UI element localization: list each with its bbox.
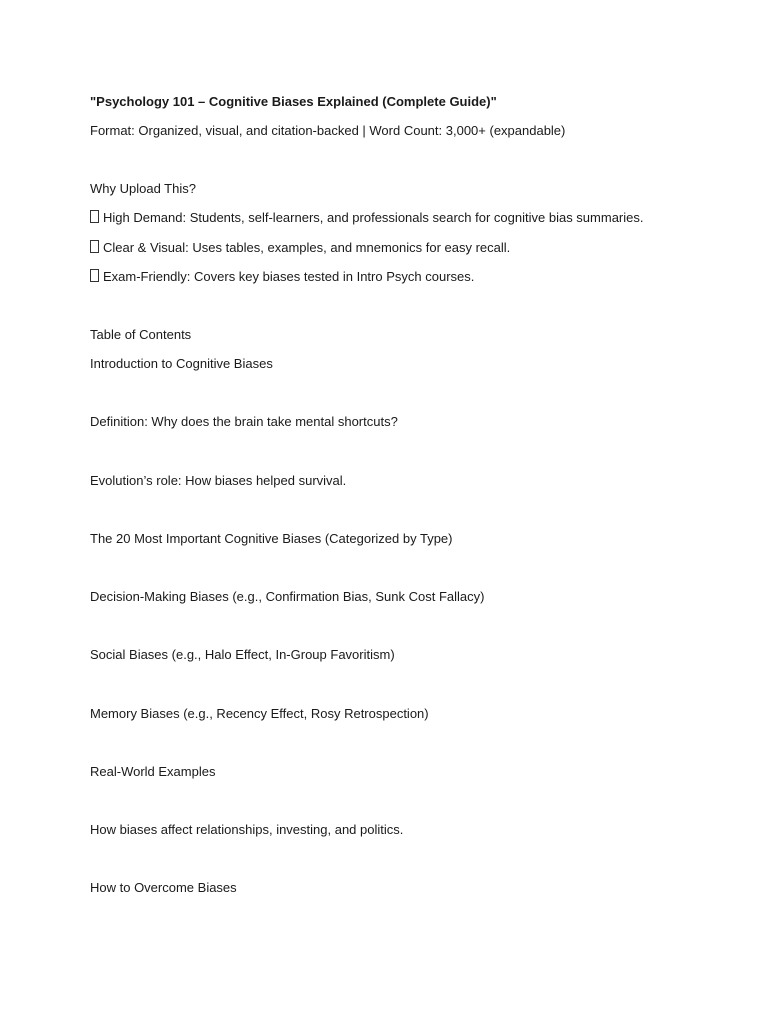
- reason-text: Clear & Visual: Uses tables, examples, and mnemonics for easy recall.: [103, 240, 511, 255]
- why-heading: Why Upload This?: [90, 181, 196, 196]
- format-line: Format: Organized, visual, and citation-backed | Word Count: 3,000+ (expandable): [90, 123, 566, 138]
- missing-glyph-icon: [90, 210, 99, 223]
- missing-glyph-icon: [90, 269, 99, 282]
- toc-item: How biases affect relationships, investing, and politics.: [90, 822, 404, 837]
- toc-item: The 20 Most Important Cognitive Biases (Categorized by Type): [90, 531, 453, 546]
- toc-heading: Table of Contents: [90, 327, 192, 342]
- toc-item: How to Overcome Biases: [90, 880, 237, 895]
- reason-item: [90, 240, 510, 256]
- toc-item: Real-World Examples: [90, 764, 216, 779]
- missing-glyph-icon: [90, 240, 99, 253]
- toc-item: Introduction to Cognitive Biases: [90, 356, 273, 371]
- toc-item: Social Biases (e.g., Halo Effect, In-Group Favoritism): [90, 647, 395, 662]
- reason-text: Exam-Friendly: Covers key biases tested in Intro Psych courses.: [103, 269, 475, 284]
- reason-text: High Demand: Students, self-learners, and professionals search for cognitive bias summaries.: [103, 210, 644, 225]
- document-title: "Psychology 101 – Cognitive Biases Explained (Complete Guide)": [90, 94, 497, 109]
- toc-item: Decision-Making Biases (e.g., Confirmation Bias, Sunk Cost Fallacy): [90, 589, 485, 604]
- reason-item: [90, 269, 474, 285]
- reason-item: [90, 210, 643, 226]
- toc-item: Memory Biases (e.g., Recency Effect, Rosy Retrospection): [90, 706, 429, 721]
- toc-item: Definition: Why does the brain take mental shortcuts?: [90, 414, 398, 429]
- toc-item: Evolution’s role: How biases helped survival.: [90, 473, 347, 488]
